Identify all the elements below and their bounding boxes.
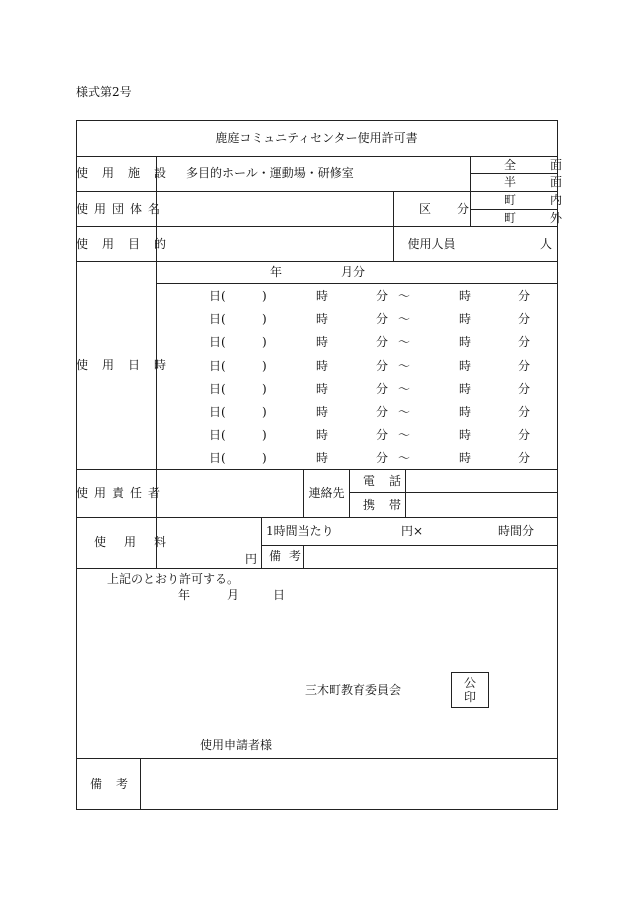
rule-facility-bottom	[76, 191, 557, 192]
day-close: )	[262, 358, 267, 373]
facility-label: 使用施設	[76, 166, 181, 180]
end-hour: 時	[459, 335, 472, 350]
day-marker: 日(	[209, 451, 226, 466]
datetime-label: 使用日時	[76, 358, 181, 372]
rule-fee-bottom	[76, 568, 557, 569]
rule-phone-bottom	[349, 492, 557, 493]
range-tilde: 〜	[398, 428, 411, 443]
start-minute: 分	[376, 289, 389, 303]
end-minute: 分	[518, 405, 531, 419]
rule-fee-mid	[261, 545, 557, 546]
end-minute: 分	[518, 312, 531, 327]
end-minute: 分	[518, 358, 531, 373]
end-minute: 分	[518, 451, 531, 466]
datetime-month: 月分	[341, 265, 366, 279]
start-hour: 時	[316, 381, 329, 396]
facility-option-half[interactable]: 半面	[504, 175, 597, 189]
official-seal-box	[451, 672, 489, 708]
start-minute: 分	[376, 312, 389, 327]
rule-facility-option	[470, 173, 557, 174]
seal-text-top: 公	[463, 676, 476, 690]
day-close: )	[262, 289, 267, 303]
phone-label: 電話	[363, 474, 416, 488]
seal-text-bottom: 印	[463, 690, 476, 704]
start-hour: 時	[316, 451, 329, 466]
start-minute: 分	[376, 451, 389, 466]
start-minute: 分	[376, 428, 389, 443]
start-hour: 時	[316, 428, 329, 443]
end-minute: 分	[518, 335, 531, 350]
end-minute: 分	[518, 428, 531, 443]
start-minute: 分	[376, 358, 389, 373]
start-hour: 時	[316, 312, 329, 327]
start-hour: 時	[316, 358, 329, 373]
issuer-name: 三木町教育委員会	[305, 683, 402, 697]
day-marker: 日(	[209, 381, 226, 396]
rule-approval-bottom	[76, 758, 557, 759]
district-option-outside[interactable]: 町外	[504, 211, 597, 225]
day-close: )	[262, 381, 267, 396]
facility-value: 多目的ホール・運動場・研修室	[186, 166, 354, 180]
range-tilde: 〜	[398, 381, 411, 396]
facility-option-full[interactable]: 全面	[504, 158, 597, 172]
mobile-label: 携帯	[363, 498, 416, 512]
form-title: 鹿庭コミュニティセンター使用許可書	[215, 131, 418, 145]
end-hour: 時	[459, 451, 472, 466]
day-marker: 日(	[209, 405, 226, 419]
end-hour: 時	[459, 312, 472, 327]
rule-datetime-bottom	[76, 469, 557, 470]
datetime-year: 年	[270, 265, 283, 279]
day-close: )	[262, 428, 267, 443]
end-hour: 時	[459, 428, 472, 443]
rule-group-bottom	[76, 226, 557, 227]
start-hour: 時	[316, 405, 329, 419]
district-label: 区分	[419, 202, 496, 216]
day-close: )	[262, 312, 267, 327]
day-marker: 日(	[209, 289, 226, 303]
fee-remarks-label: 備考	[269, 549, 310, 563]
purpose-label: 使用目的	[76, 237, 181, 251]
approval-year: 年	[178, 588, 191, 602]
fee-per-hour: 1時間当たり	[266, 524, 334, 538]
rule-purpose-bottom	[76, 261, 557, 262]
day-marker: 日(	[209, 312, 226, 327]
rule-yearmonth-bottom	[156, 283, 557, 284]
end-minute: 分	[518, 289, 531, 303]
day-marker: 日(	[209, 358, 226, 373]
end-minute: 分	[518, 381, 531, 396]
range-tilde: 〜	[398, 358, 411, 373]
rule-manager-bottom	[76, 517, 557, 518]
contact-label: 連絡先	[308, 486, 345, 500]
range-tilde: 〜	[398, 405, 411, 419]
end-hour: 時	[459, 358, 472, 373]
approval-month: 月	[227, 588, 240, 602]
remarks-label: 備考	[90, 777, 143, 791]
form-number: 様式第2号	[76, 85, 132, 99]
group-label: 使用団体名	[76, 202, 167, 216]
start-hour: 時	[316, 335, 329, 350]
start-minute: 分	[376, 405, 389, 419]
people-unit: 人	[540, 237, 553, 251]
range-tilde: 〜	[398, 335, 411, 350]
people-label: 使用人員	[407, 237, 456, 251]
day-marker: 日(	[209, 428, 226, 443]
start-minute: 分	[376, 381, 389, 396]
start-minute: 分	[376, 335, 389, 350]
range-tilde: 〜	[398, 451, 411, 466]
fee-label: 使用料	[94, 535, 185, 549]
day-close: )	[262, 335, 267, 350]
start-hour: 時	[316, 289, 329, 303]
approval-day: 日	[273, 588, 286, 602]
range-tilde: 〜	[398, 289, 411, 303]
fee-yen-times: 円×	[401, 524, 424, 538]
range-tilde: 〜	[398, 312, 411, 327]
fee-yen: 円	[245, 552, 258, 566]
district-option-inside[interactable]: 町内	[504, 193, 597, 207]
end-hour: 時	[459, 381, 472, 396]
day-close: )	[262, 451, 267, 466]
day-close: )	[262, 405, 267, 419]
rule-title-bottom	[76, 156, 557, 157]
applicant-label: 使用申請者様	[200, 738, 273, 752]
day-marker: 日(	[209, 335, 226, 350]
end-hour: 時	[459, 289, 472, 303]
fee-hours: 時間分	[498, 524, 535, 538]
approval-statement: 上記のとおり許可する。	[107, 572, 240, 586]
manager-label: 使用責任者	[76, 486, 167, 500]
end-hour: 時	[459, 405, 472, 419]
